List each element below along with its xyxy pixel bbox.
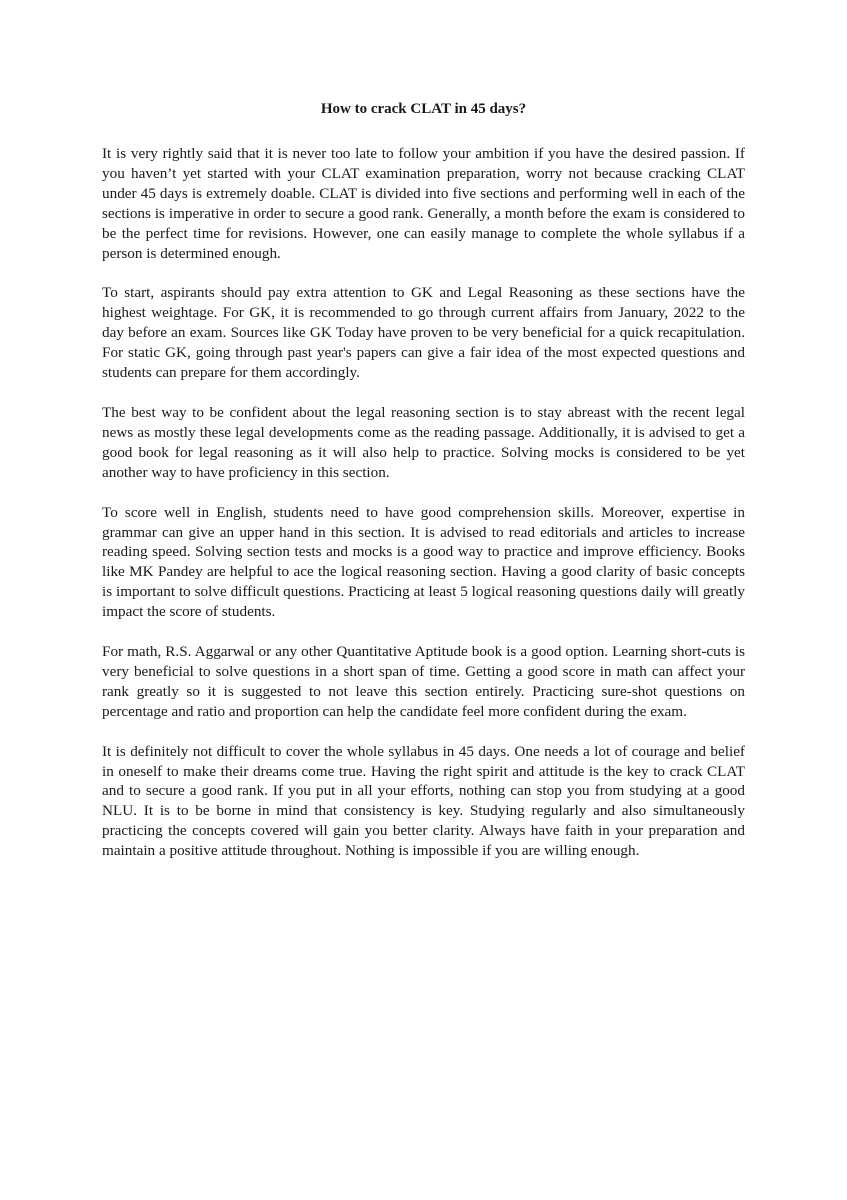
paragraph-conclusion: It is definitely not difficult to cover the whole syllabus in 45 days. One needs a lot of courage and belief in oneself to make their dreams come true. Having the right spirit and attitude is the key to crack CLAT and to secure a good rank. If you put in all your efforts, nothing can stop you from studying at a good NLU. It is to be borne in mind that consistency is key. Studying regularly and also simultaneously practicing the concepts covered will gain you better clarity. Always have faith in your preparation and maintain a positive attitude throughout. Nothing is impossible if you are willing enough. — [102, 742, 745, 860]
paragraph-gk-legal: To start, aspirants should pay extra attention to GK and Legal Reasoning as these sections have the highest weightage. For GK, it is recommended to go through current affairs from January, 2022 to the day before an exam. Sources like GK Today have proven to be very beneficial for a quick recapitulation. For static GK, going through past year's papers can give a fair idea of the most expected questions and students can prepare for them accordingly. — [102, 284, 745, 382]
paragraph-english: To score well in English, students need to have good comprehension skills. Moreover, expertise in grammar can give an upper hand in this section. It is advised to read editorials and articles to increase reading speed. Solving section tests and mocks is a good way to practice and improve efficiency. Books like MK Pandey are helpful to ace the logical reasoning section. Having a good clarity of basic concepts is important to solve difficult questions. Practicing at least 5 logical reasoning questions daily will greatly impact the score of students. — [102, 503, 745, 621]
paragraph-legal-reasoning: The best way to be confident about the legal reasoning section is to stay abreast with the recent legal news as mostly these legal developments come as the reading passage. Additionally, it is advised to get a good book for legal reasoning as it will also help to practice. Solving mocks is considered to be yet another way to have proficiency in this section. — [102, 403, 745, 481]
document-title: How to crack CLAT in 45 days? — [320, 101, 527, 117]
document-body — [102, 144, 745, 881]
paragraph-math: For math, R.S. Aggarwal or any other Quantitative Aptitude book is a good option. Learning short-cuts is very beneficial to solve questions in a short span of time. Getting a good score in math can affect your rank greatly so it is suggested to not leave this section entirely. Practicing sure-shot questions on percentage and ratio and proportion can help the candidate feel more confident during the exam. — [102, 643, 745, 720]
paragraph-intro: It is very rightly said that it is never too late to follow your ambition if you have the desired passion. If you haven’t yet started with your CLAT examination preparation, worry not because cracking CLAT under 45 days is extremely doable. CLAT is divided into five sections and performing well in each of the sections is imperative in order to secure a good rank. Generally, a month before the exam is considered to be the perfect time for revisions. However, one can easily manage to complete the whole syllabus if a person is determined enough. — [102, 145, 745, 262]
